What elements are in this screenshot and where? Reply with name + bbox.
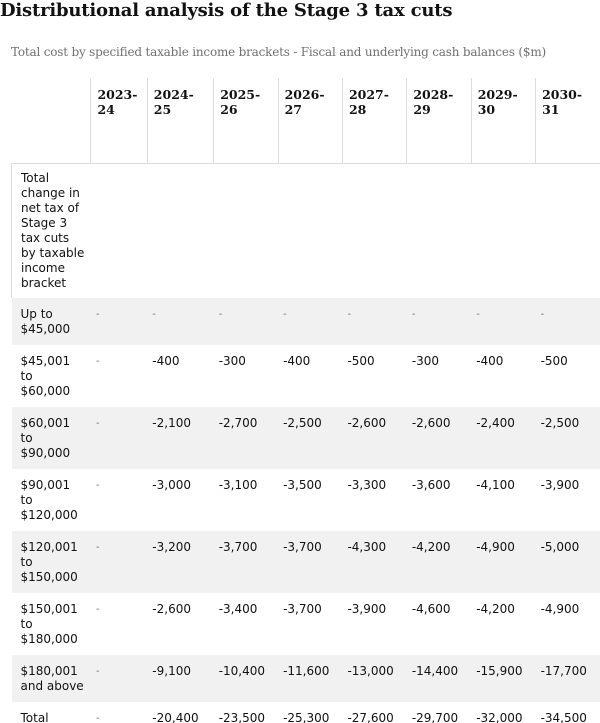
table-cell: - [283, 309, 287, 320]
table-row [12, 655, 600, 702]
table-cell: -3,700 [283, 602, 322, 616]
table-cell: -4,300 [347, 540, 387, 554]
empty-cell [407, 164, 471, 299]
table-cell: -3,200 [152, 540, 191, 554]
table-cell: - [411, 309, 416, 320]
table-cell: -2,600 [152, 602, 191, 616]
table-cell: -2,700 [218, 416, 258, 430]
table-cell: -20,400 [152, 711, 199, 723]
table-subtitle: Total cost by specified taxable income brackets - Fiscal and underlying cash balances ($m) [11, 45, 546, 59]
table-cell: -4,200 [476, 602, 515, 616]
table-cell: -500 [347, 354, 375, 368]
table-row [12, 531, 600, 593]
table-cell: - [95, 418, 100, 429]
row-label: $150,001 to $180,000 [20, 602, 78, 646]
table-cell: -400 [476, 354, 504, 368]
table-cell: -23,500 [218, 711, 266, 723]
column-header: 2025- 26 [214, 78, 278, 164]
table-cell: -15,900 [476, 664, 523, 678]
table-cell: -3,600 [411, 478, 451, 492]
table-cell: -2,400 [476, 416, 515, 430]
table-title: Distributional analysis of the Stage 3 tax cuts [0, 0, 453, 21]
row-label: $90,001 to $120,000 [20, 478, 78, 522]
column-header: 2029- 30 [471, 78, 535, 164]
column-header: 2030- 31 [536, 78, 600, 164]
table-cell: - [95, 480, 100, 491]
table-cell: -3,500 [283, 478, 322, 492]
table-cell: - [540, 309, 545, 320]
table-cell: - [218, 309, 223, 320]
table-cell: - [347, 309, 352, 320]
data-table [11, 78, 600, 723]
table-body [12, 164, 600, 723]
column-header: 2027- 28 [342, 78, 406, 164]
table-cell: -4,100 [476, 478, 515, 492]
table-cell: -34,500 [540, 711, 587, 723]
section-label: Total change in net tax of Stage 3 tax cuts by taxable income bracket [12, 164, 91, 299]
table-cell: -29,700 [411, 711, 459, 723]
table-cell: -2,500 [540, 416, 580, 430]
column-header: 2026- 27 [278, 78, 342, 164]
table-cell: -4,200 [411, 540, 451, 554]
table-cell: -2,600 [411, 416, 451, 430]
table-cell: -27,600 [347, 711, 394, 723]
table-cell: -13,000 [347, 664, 394, 678]
table-cell: - [95, 542, 100, 553]
table-cell: -3,700 [218, 540, 258, 554]
table-cell: -400 [152, 354, 180, 368]
empty-cell [214, 164, 278, 299]
column-header: 2024- 25 [147, 78, 213, 164]
table-cell: -17,700 [540, 664, 587, 678]
empty-cell [278, 164, 342, 299]
table-cell: - [95, 309, 100, 320]
row-label: Up to $45,000 [20, 307, 71, 336]
table-cell: -10,400 [218, 664, 266, 678]
data-table-container[interactable] [11, 78, 600, 723]
table-row [12, 702, 600, 723]
empty-cell [471, 164, 535, 299]
empty-cell [342, 164, 406, 299]
table-cell: -4,900 [476, 540, 515, 554]
table-cell: -3,000 [152, 478, 191, 492]
table-cell: -5,000 [540, 540, 580, 554]
table-cell: -3,700 [283, 540, 322, 554]
table-cell: -400 [283, 354, 311, 368]
column-header: 2028- 29 [407, 78, 471, 164]
table-cell: - [95, 713, 100, 723]
table-cell: -2,100 [152, 416, 191, 430]
table-cell: -25,300 [283, 711, 330, 723]
table-row [12, 469, 600, 531]
table-cell: -2,600 [347, 416, 387, 430]
table-header [12, 78, 600, 164]
table-cell: -3,900 [540, 478, 580, 492]
column-header: 2023- 24 [91, 78, 147, 164]
table-row [12, 298, 600, 345]
table-cell: -4,600 [411, 602, 451, 616]
row-label: $120,001 to $150,000 [20, 540, 78, 584]
table-cell: - [152, 309, 156, 320]
table-cell: -300 [411, 354, 440, 368]
table-cell: -3,100 [218, 478, 258, 492]
table-cell: -14,400 [411, 664, 459, 678]
table-cell: -3,400 [218, 602, 258, 616]
empty-cell [536, 164, 600, 299]
row-label: Total [20, 711, 49, 723]
table-cell: -3,300 [347, 478, 387, 492]
section-row [12, 164, 600, 299]
table-cell: -500 [540, 354, 568, 368]
table-cell: - [95, 356, 100, 367]
table-cell: - [95, 666, 100, 677]
header-empty [12, 78, 91, 164]
table-cell: -9,100 [152, 664, 191, 678]
table-row [12, 593, 600, 655]
row-label: $45,001 to $60,000 [20, 354, 71, 398]
table-cell: -11,600 [283, 664, 330, 678]
table-row [12, 407, 600, 469]
table-cell: -300 [218, 354, 246, 368]
row-label: $180,001 and above [20, 664, 84, 693]
table-cell: -4,900 [540, 602, 580, 616]
table-row [12, 345, 600, 407]
table-cell: - [95, 604, 100, 615]
empty-cell [147, 164, 213, 299]
table-cell: -2,500 [283, 416, 322, 430]
row-label: $60,001 to $90,000 [20, 416, 71, 460]
table-cell: -3,900 [347, 602, 387, 616]
empty-cell [91, 164, 147, 299]
table-cell: -32,000 [476, 711, 523, 723]
table-cell: - [476, 309, 480, 320]
